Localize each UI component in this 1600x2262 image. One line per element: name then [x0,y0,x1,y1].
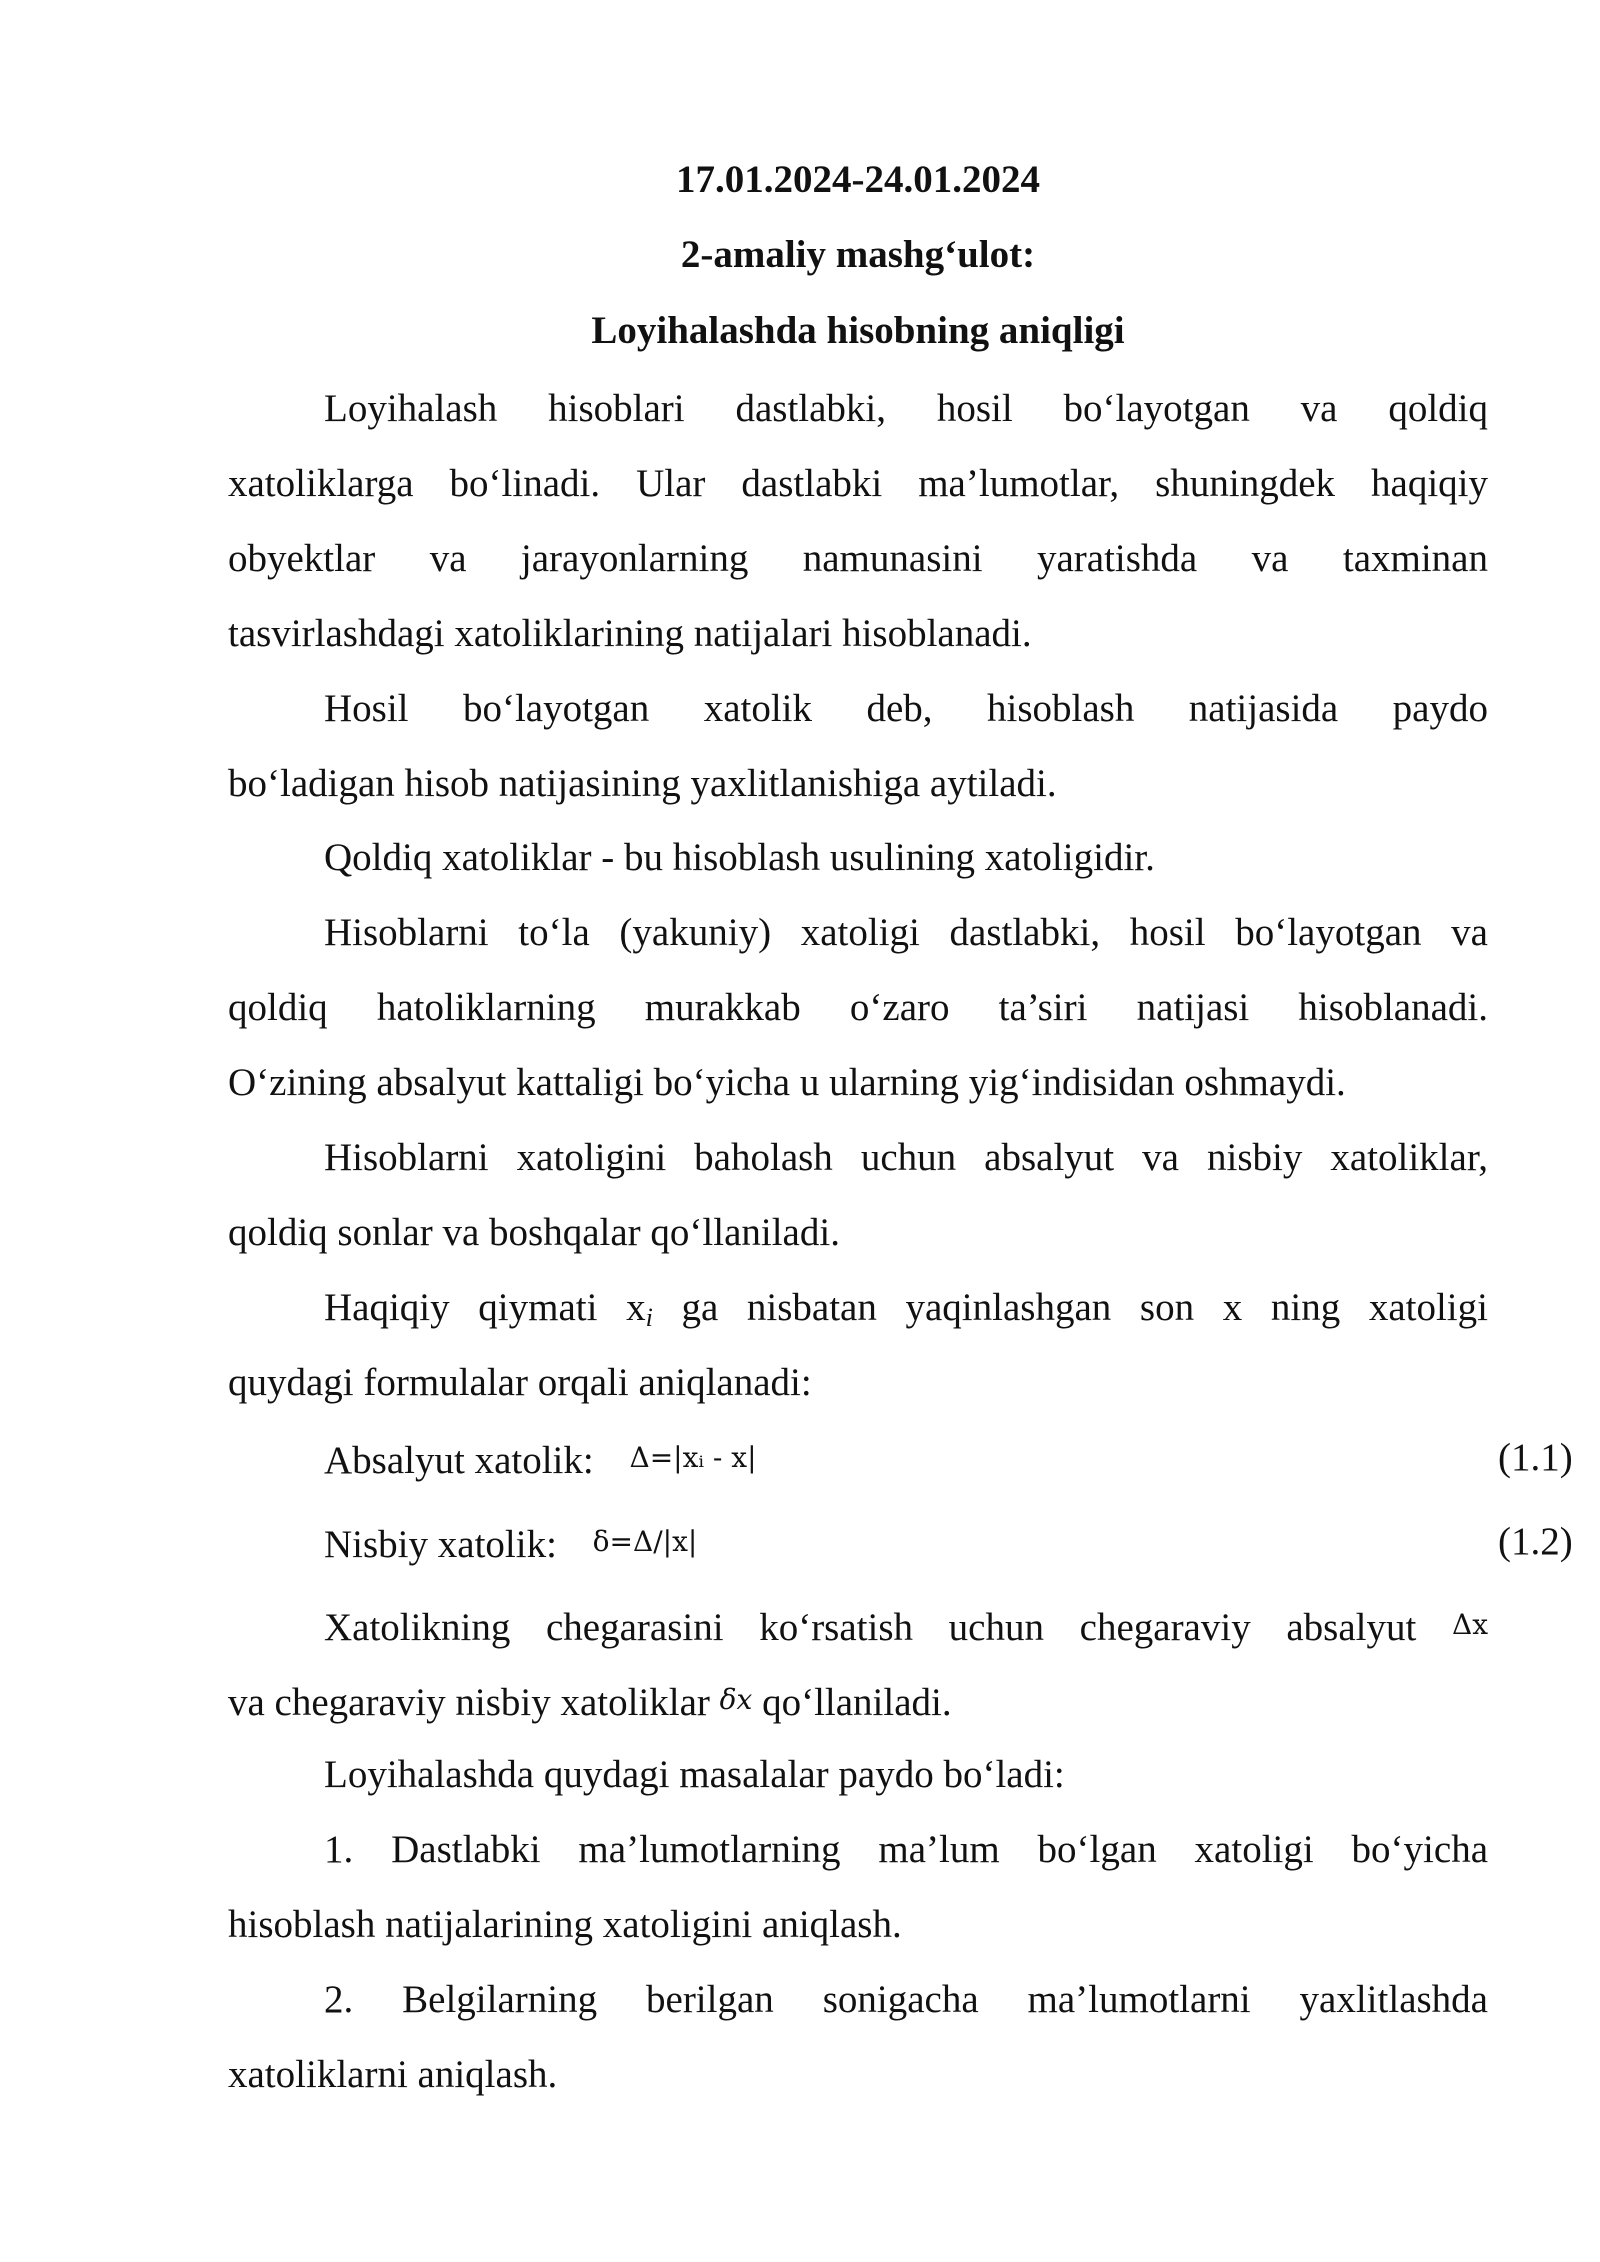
delta-x-symbol: Δx [1451,1608,1488,1641]
page-title: Loyihalashda hisobning aniqligi [591,309,1125,352]
paragraph-7-line-1 [228,1587,1488,1662]
paragraph-5-line-2: qoldiq sonlar va boshqalar qo‘llaniladi. [228,1211,840,1254]
equation-1-number: (1.1) [1498,1436,1573,1479]
equation-1-formula: Δ=|xᵢ - x| [629,1441,757,1474]
paragraph-2-line-1: Hosil bo‘layotgan xatolik deb, hisoblash natijasida paydo [324,687,1488,730]
paragraph-5-line-1: Hisoblarni xatoligini baholash uchun absalyut va nisbiy xatoliklar, [324,1136,1488,1179]
paragraph-7-text-after: qo‘llaniladi. [762,1681,952,1724]
paragraph-4-line-2: qoldiq hatoliklarning murakkab o‘zaro ta’siri natijasi hisoblanadi. [228,986,1488,1029]
paragraph-6-text-before: Haqiqiy qiymati x [324,1286,646,1329]
paragraph-7-text: Xatolikning chegarasini ko‘rsatish uchun chegaraviy absalyut [324,1606,1417,1649]
lesson-heading: 2-amaliy mashg‘ulot: [680,233,1036,276]
equation-2-row [228,1503,1573,1581]
paragraph-7-text-before: va chegaraviy nisbiy xatoliklar [228,1681,710,1724]
equation-2-formula: δ=Δ/|x| [592,1525,698,1558]
equation-1-row [228,1419,1573,1497]
paragraph-4-line-1: Hisoblarni to‘la (yakuniy) xatoligi dastlabki, hosil bo‘layotgan va [324,911,1488,954]
equation-2-label: Nisbiy xatolik: [324,1523,557,1566]
paragraph-1-line-4: tasvirlashdagi xatoliklarining natijalari hisoblanadi. [228,612,1032,655]
paragraph-8-line-1: Loyihalashda quydagi masalalar paydo bo‘ladi: [324,1753,1065,1796]
paragraph-6-line-1 [228,1270,1488,1345]
paragraph-4-line-3: O‘zining absalyut kattaligi bo‘yicha u ularning yig‘indisidan oshmaydi. [228,1061,1346,1104]
subscript-i: i [645,1303,653,1332]
list-item-2-line-2: xatoliklarni aniqlash. [228,2053,558,2096]
paragraph-1-line-3: obyektlar va jarayonlarning namunasini yaratishda va taxminan [228,537,1488,580]
equation-1-label: Absalyut xatolik: [324,1439,594,1482]
date-range-heading: 17.01.2024-24.01.2024 [676,158,1040,201]
paragraph-6-line-2: quydagi formulalar orqali aniqlanadi: [228,1361,812,1404]
list-item-2-line-1: 2. Belgilarning berilgan sonigacha ma’lumotlarni yaxlitlashda [324,1978,1488,2021]
list-item-1-line-2: hisoblash natijalarining xatoligini aniqlash. [228,1903,902,1946]
list-item-1-line-1: 1. Dastlabki ma’lumotlarning ma’lum bo‘lgan xatoligi bo‘yicha [324,1828,1488,1871]
paragraph-1-line-2: xatoliklarga bo‘linadi. Ular dastlabki ma’lumotlar, shuningdek haqiqiy [228,462,1488,505]
paragraph-2-line-2: bo‘ladigan hisob natijasining yaxlitlanishiga aytiladi. [228,762,1057,805]
small-delta-x-symbol: δx [719,1683,753,1716]
paragraph-6-text-after: ga nisbatan yaqinlashgan son x ning xatoligi [652,1286,1488,1329]
paragraph-7-line-2 [228,1662,1488,1737]
paragraph-3-line-1: Qoldiq xatoliklar - bu hisoblash usulining xatoligidir. [324,836,1155,879]
equation-2-number: (1.2) [1498,1520,1573,1563]
paragraph-1-line-1: Loyihalash hisoblari dastlabki, hosil bo‘layotgan va qoldiq [324,387,1488,430]
